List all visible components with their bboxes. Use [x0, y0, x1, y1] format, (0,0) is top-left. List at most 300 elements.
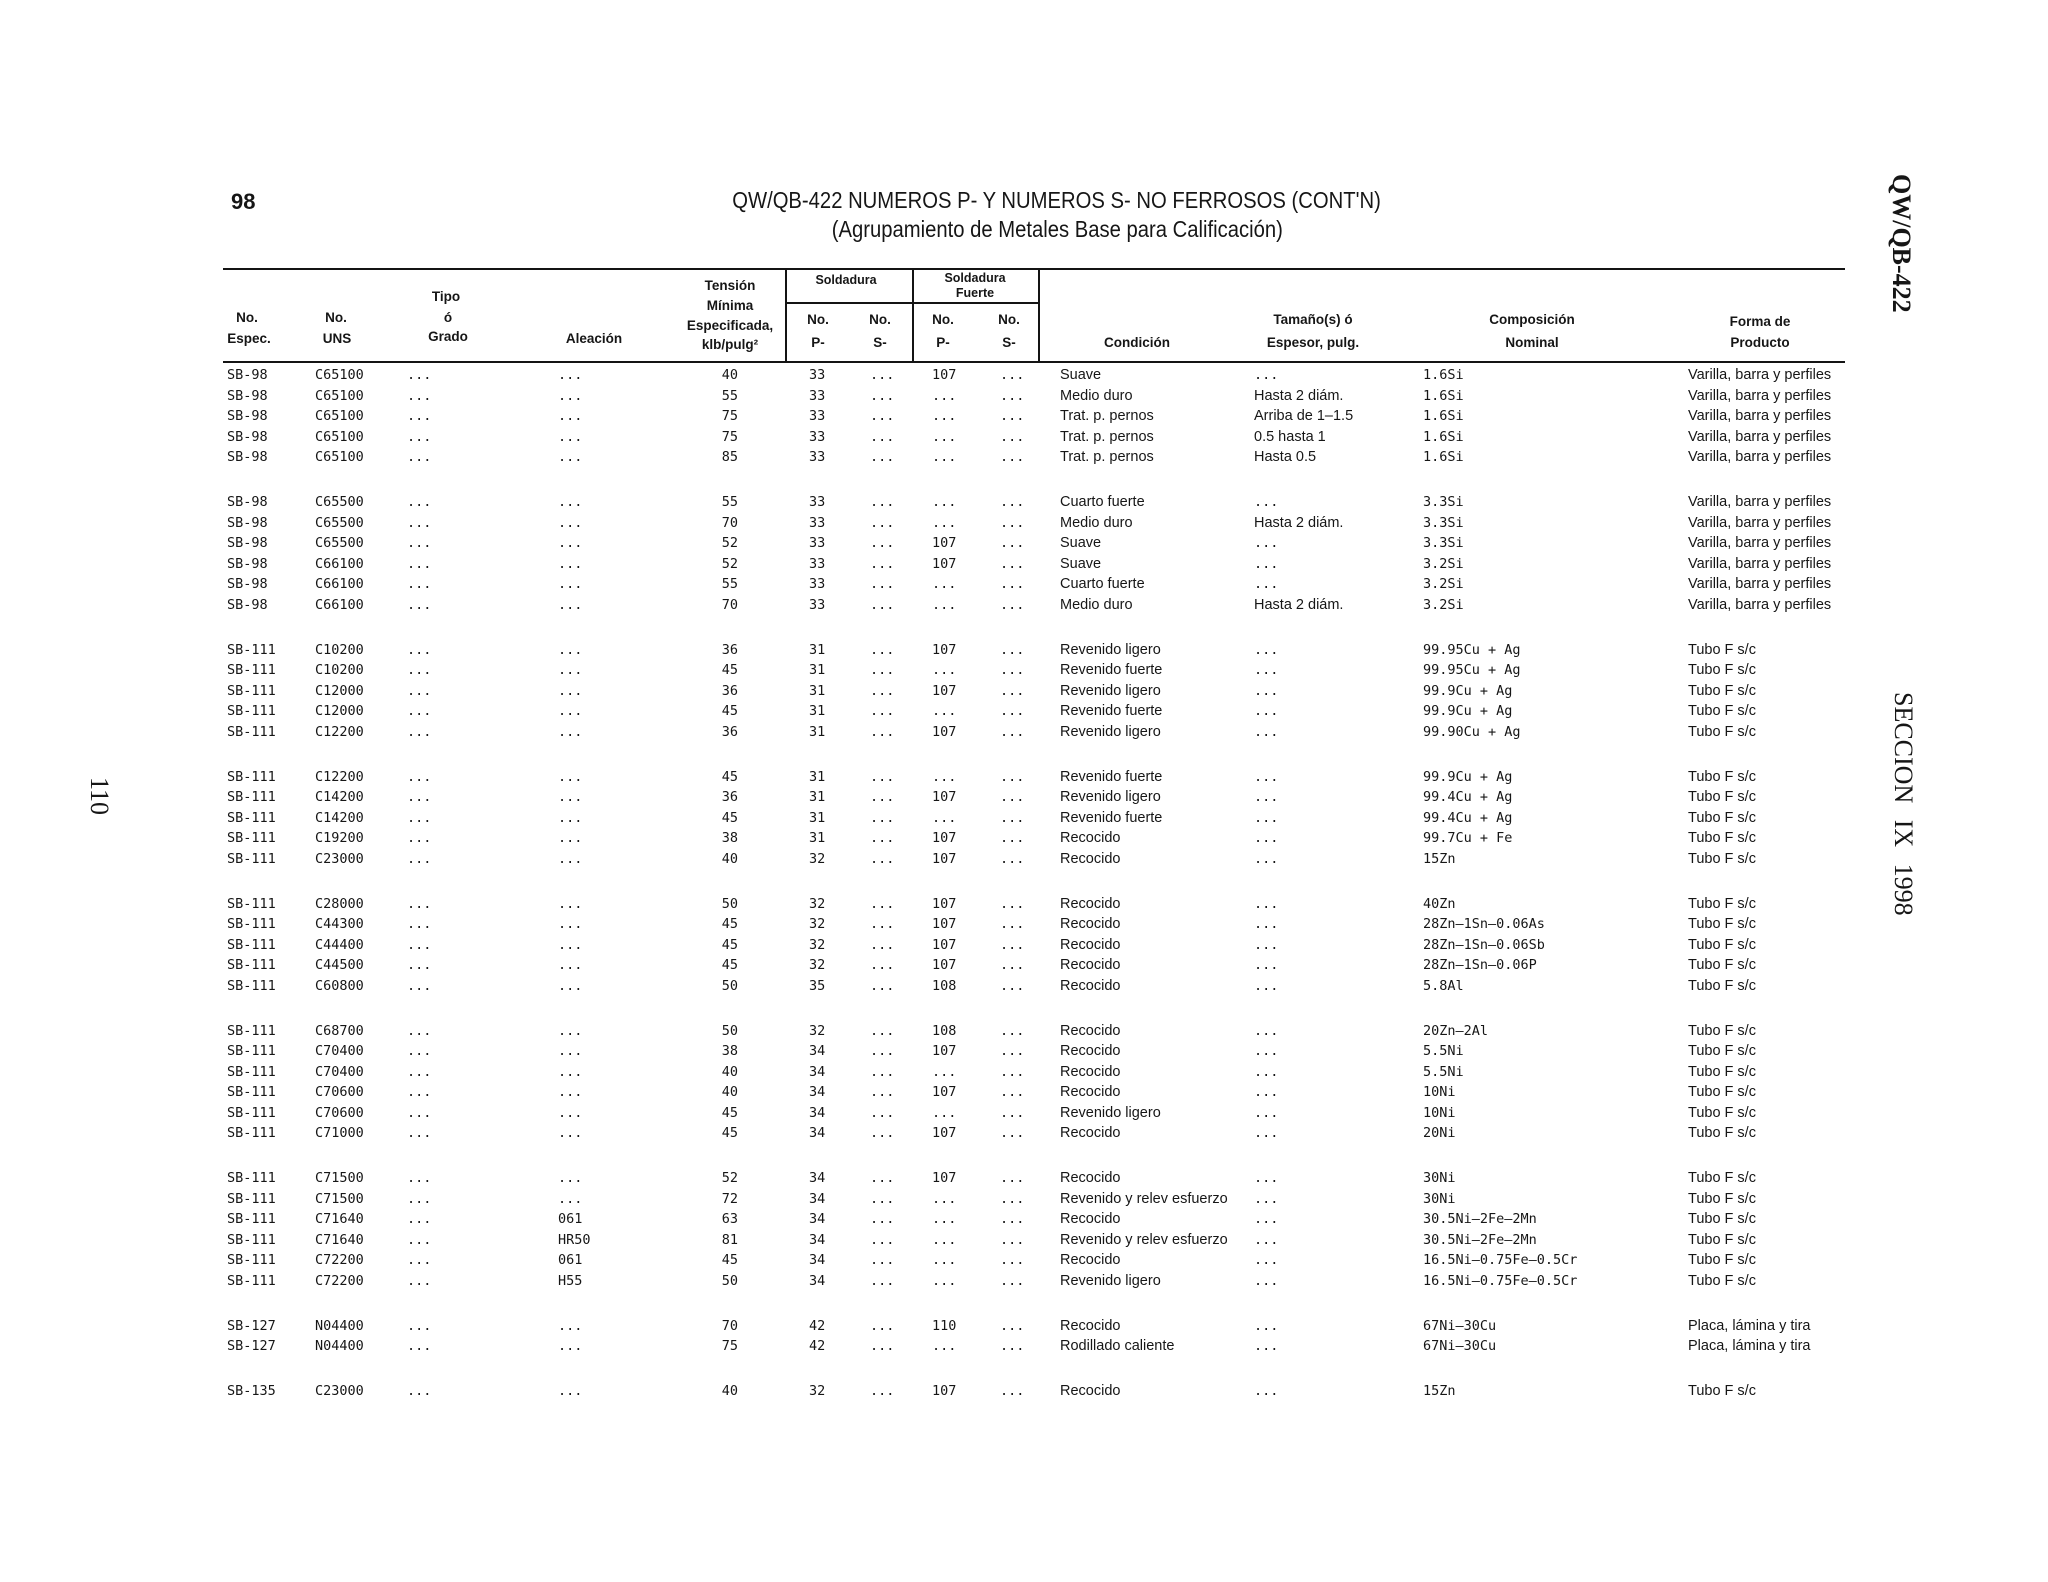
header-soldadura-fuerte-line2: Fuerte	[955, 286, 995, 300]
condicion-cell: Medio duro	[1060, 514, 1133, 531]
condicion-cell: Revenido ligero	[1060, 789, 1161, 805]
header-soldadura-fuerte-s-no: No.	[998, 312, 1020, 327]
composicion-cell: 99.90Cu + Ag	[1423, 723, 1521, 740]
table-row	[0, 978, 2048, 999]
composicion-cell: 20Ni	[1423, 1125, 1456, 1141]
soldadura-fuerte-s-cell: ...	[1000, 1022, 1025, 1039]
composicion-cell: 67Ni–30Cu	[1423, 1317, 1497, 1334]
tipo-cell: ...	[407, 723, 432, 740]
soldadura-fuerte-p-cell: 108	[932, 1022, 957, 1039]
uns-cell: C65100	[315, 428, 364, 445]
table-row	[0, 851, 2048, 872]
tension-cell: 72	[721, 1190, 738, 1207]
soldadura-fuerte-p-cell: 107	[932, 830, 957, 846]
soldadura-s-cell: ...	[870, 514, 895, 531]
tension-cell: 50	[721, 1272, 738, 1289]
table-row	[0, 388, 2048, 409]
table-row	[0, 1383, 2048, 1404]
table-body	[0, 367, 2048, 1404]
soldadura-p-cell: 31	[809, 830, 826, 846]
tipo-cell: ...	[407, 768, 432, 785]
soldadura-fuerte-p-cell: ...	[932, 662, 957, 678]
forma-cell: Varilla, barra y perfiles	[1688, 494, 1832, 510]
tipo-cell: ...	[407, 1252, 432, 1268]
uns-cell: C44300	[315, 916, 364, 932]
aleacion-cell: ...	[558, 449, 583, 465]
soldadura-s-cell: ...	[870, 916, 895, 932]
aleacion-cell: H55	[558, 1272, 583, 1289]
header-tension-line2: Mínima	[706, 298, 754, 313]
espec-cell: SB-98	[227, 367, 268, 383]
aleacion-cell: ...	[558, 768, 583, 785]
table-row	[0, 642, 2048, 663]
aleacion-cell: ...	[558, 682, 583, 699]
tipo-cell: ...	[407, 408, 432, 424]
soldadura-fuerte-s-cell: ...	[1000, 449, 1025, 465]
condicion-cell: Recocido	[1060, 1317, 1121, 1334]
composicion-cell: 28Zn–1Sn–0.06Sb	[1423, 936, 1545, 953]
uns-cell: C12200	[315, 723, 364, 740]
aleacion-cell: ...	[558, 977, 583, 994]
tension-cell: 50	[721, 977, 738, 994]
soldadura-p-cell: 32	[809, 895, 826, 912]
soldadura-s-cell: ...	[870, 895, 895, 912]
condicion-cell: Revenido ligero	[1060, 682, 1161, 699]
espec-cell: SB-98	[227, 428, 268, 445]
forma-cell: Varilla, barra y perfiles	[1688, 408, 1832, 424]
soldadura-fuerte-p-cell: 108	[932, 977, 957, 994]
soldadura-p-cell: 31	[809, 662, 826, 678]
aleacion-cell: ...	[558, 895, 583, 912]
tamano-cell: ...	[1254, 1190, 1279, 1207]
composicion-cell: 99.4Cu + Ag	[1423, 789, 1513, 805]
table-row	[0, 1125, 2048, 1146]
header-bottom-rule	[223, 361, 1845, 363]
uns-cell: C66100	[315, 596, 364, 613]
soldadura-p-cell: 34	[809, 1043, 826, 1059]
condicion-cell: Recocido	[1060, 830, 1121, 846]
soldadura-fuerte-p-cell: 107	[932, 1170, 957, 1186]
composicion-cell: 99.9Cu + Ag	[1423, 682, 1513, 699]
soldadura-s-cell: ...	[870, 1317, 895, 1334]
tension-cell: 52	[721, 1170, 738, 1186]
forma-cell: Tubo F s/c	[1688, 662, 1756, 678]
uns-cell: N04400	[315, 1338, 364, 1354]
tipo-cell: ...	[407, 1383, 432, 1399]
soldadura-fuerte-p-cell: 107	[932, 1043, 957, 1059]
tamano-cell: ...	[1254, 1125, 1279, 1141]
soldadura-fuerte-p-cell: 107	[932, 1125, 957, 1141]
header-tension-line3: Especificada,	[686, 318, 774, 333]
tension-cell: 50	[721, 1022, 738, 1039]
composicion-cell: 1.6Si	[1423, 367, 1464, 383]
espec-cell: SB-111	[227, 1022, 276, 1039]
composicion-cell: 5.5Ni	[1423, 1063, 1464, 1080]
header-espec-line1: No.	[236, 310, 258, 325]
soldadura-s-cell: ...	[870, 367, 895, 383]
aleacion-cell: ...	[558, 809, 583, 826]
soldadura-s-cell: ...	[870, 977, 895, 994]
soldadura-fuerte-s-cell: ...	[1000, 535, 1025, 551]
tamano-cell: ...	[1254, 641, 1279, 658]
soldadura-fuerte-s-cell: ...	[1000, 1043, 1025, 1059]
tamano-cell: ...	[1254, 895, 1279, 912]
aleacion-cell: HR50	[558, 1231, 591, 1248]
soldadura-s-cell: ...	[870, 1084, 895, 1100]
espec-cell: SB-135	[227, 1383, 276, 1399]
soldadura-s-cell: ...	[870, 1211, 895, 1227]
table-row	[0, 769, 2048, 790]
tamano-cell: 0.5 hasta 1	[1254, 428, 1326, 445]
header-tipo-line1: Tipo	[431, 289, 461, 304]
composicion-cell: 30.5Ni–2Fe–2Mn	[1423, 1231, 1537, 1248]
tamano-cell: ...	[1254, 809, 1279, 826]
aleacion-cell: ...	[558, 916, 583, 932]
composicion-cell: 28Zn–1Sn–0.06P	[1423, 957, 1537, 973]
composicion-cell: 15Zn	[1423, 850, 1456, 867]
row-group	[0, 494, 2048, 617]
forma-cell: Tubo F s/c	[1688, 723, 1756, 740]
table-row	[0, 408, 2048, 429]
forma-cell: Varilla, barra y perfiles	[1688, 514, 1832, 531]
soldadura-p-cell: 34	[809, 1231, 826, 1248]
soldadura-fuerte-s-cell: ...	[1000, 494, 1025, 510]
header-soldadura-fuerte-p: P-	[936, 335, 950, 350]
soldadura-fuerte-s-cell: ...	[1000, 428, 1025, 445]
tension-cell: 45	[721, 916, 738, 932]
condicion-cell: Revenido ligero	[1060, 1104, 1161, 1121]
soldadura-fuerte-p-cell: ...	[932, 1231, 957, 1248]
table-page-number: 98	[231, 189, 256, 214]
soldadura-p-cell: 31	[809, 809, 826, 826]
soldadura-fuerte-p-cell: ...	[932, 1272, 957, 1289]
composicion-cell: 99.95Cu + Ag	[1423, 641, 1521, 658]
uns-cell: C65500	[315, 494, 364, 510]
soldadura-fuerte-p-cell: 107	[932, 555, 957, 572]
composicion-cell: 99.7Cu + Fe	[1423, 830, 1513, 846]
espec-cell: SB-98	[227, 408, 268, 424]
soldadura-s-cell: ...	[870, 703, 895, 719]
tipo-cell: ...	[407, 682, 432, 699]
soldadura-p-cell: 34	[809, 1125, 826, 1141]
espec-cell: SB-111	[227, 1170, 276, 1186]
tension-cell: 55	[721, 576, 738, 592]
soldadura-p-cell: 33	[809, 535, 826, 551]
soldadura-fuerte-s-cell: ...	[1000, 916, 1025, 932]
composicion-cell: 15Zn	[1423, 1383, 1456, 1399]
composicion-cell: 30.5Ni–2Fe–2Mn	[1423, 1211, 1537, 1227]
soldadura-fuerte-s-cell: ...	[1000, 662, 1025, 678]
soldadura-fuerte-s-cell: ...	[1000, 957, 1025, 973]
condicion-cell: Revenido fuerte	[1060, 703, 1163, 719]
composicion-cell: 99.9Cu + Ag	[1423, 768, 1513, 785]
espec-cell: SB-98	[227, 555, 268, 572]
condicion-cell: Medio duro	[1060, 596, 1133, 613]
aleacion-cell: ...	[558, 1190, 583, 1207]
soldadura-s-cell: ...	[870, 789, 895, 805]
header-soldadura: Soldadura	[815, 273, 877, 287]
aleacion-cell: 061	[558, 1252, 583, 1268]
soldadura-fuerte-p-cell: 107	[932, 1383, 957, 1399]
forma-cell: Varilla, barra y perfiles	[1688, 449, 1832, 465]
tipo-cell: ...	[407, 1231, 432, 1248]
tension-cell: 36	[721, 682, 738, 699]
composicion-cell: 3.3Si	[1423, 535, 1464, 551]
tipo-cell: ...	[407, 789, 432, 805]
aleacion-cell: ...	[558, 662, 583, 678]
espec-cell: SB-98	[227, 387, 268, 404]
uns-cell: C65500	[315, 514, 364, 531]
header-soldadura-fuerte-p-no: No.	[932, 312, 954, 327]
forma-cell: Tubo F s/c	[1688, 1125, 1756, 1141]
tipo-cell: ...	[407, 1043, 432, 1059]
soldadura-p-cell: 34	[809, 1211, 826, 1227]
soldadura-p-cell: 32	[809, 850, 826, 867]
tamano-cell: ...	[1254, 367, 1279, 383]
soldadura-p-cell: 31	[809, 703, 826, 719]
espec-cell: SB-98	[227, 596, 268, 613]
soldadura-p-cell: 33	[809, 576, 826, 592]
aleacion-cell: ...	[558, 830, 583, 846]
tamano-cell: ...	[1254, 1211, 1279, 1227]
soldadura-fuerte-s-cell: ...	[1000, 1104, 1025, 1121]
tension-cell: 50	[721, 895, 738, 912]
uns-cell: C65100	[315, 387, 364, 404]
aleacion-cell: ...	[558, 1104, 583, 1121]
aleacion-cell: ...	[558, 1043, 583, 1059]
forma-cell: Tubo F s/c	[1688, 977, 1756, 994]
aleacion-cell: ...	[558, 957, 583, 973]
tamano-cell: ...	[1254, 1170, 1279, 1186]
forma-cell: Varilla, barra y perfiles	[1688, 428, 1832, 445]
soldadura-p-cell: 33	[809, 428, 826, 445]
soldadura-fuerte-s-cell: ...	[1000, 895, 1025, 912]
condicion-cell: Cuarto fuerte	[1060, 494, 1145, 510]
espec-cell: SB-111	[227, 850, 276, 867]
tipo-cell: ...	[407, 809, 432, 826]
uns-cell: C71500	[315, 1170, 364, 1186]
uns-cell: C12000	[315, 703, 364, 719]
soldadura-p-cell: 33	[809, 387, 826, 404]
tension-cell: 45	[721, 809, 738, 826]
uns-cell: C71640	[315, 1231, 364, 1248]
soldadura-fuerte-p-cell: 107	[932, 723, 957, 740]
soldadura-fuerte-s-cell: ...	[1000, 703, 1025, 719]
tension-cell: 55	[721, 387, 738, 404]
forma-cell: Tubo F s/c	[1688, 703, 1756, 719]
condicion-cell: Revenido y relev esfuerzo	[1060, 1190, 1228, 1207]
condicion-cell: Recocido	[1060, 850, 1121, 867]
espec-cell: SB-127	[227, 1338, 276, 1354]
tension-cell: 70	[721, 514, 738, 531]
table-row	[0, 597, 2048, 618]
soldadura-fuerte-p-cell: 107	[932, 957, 957, 973]
row-group	[0, 642, 2048, 745]
condicion-cell: Recocido	[1060, 1063, 1121, 1080]
forma-cell: Tubo F s/c	[1688, 809, 1756, 826]
table-row	[0, 449, 2048, 470]
tipo-cell: ...	[407, 1190, 432, 1207]
soldadura-s-cell: ...	[870, 1231, 895, 1248]
tension-cell: 45	[721, 703, 738, 719]
soldadura-s-cell: ...	[870, 408, 895, 424]
uns-cell: C23000	[315, 850, 364, 867]
forma-cell: Varilla, barra y perfiles	[1688, 576, 1832, 592]
table-row	[0, 1064, 2048, 1085]
composicion-cell: 30Ni	[1423, 1190, 1456, 1207]
table-row	[0, 789, 2048, 810]
header-tension-line4: klb/pulg²	[701, 337, 759, 352]
header-tamano-line2: Espesor, pulg.	[1266, 335, 1360, 350]
soldadura-fuerte-p-cell: ...	[932, 576, 957, 592]
espec-cell: SB-111	[227, 682, 276, 699]
soldadura-p-cell: 33	[809, 449, 826, 465]
soldadura-p-cell: 31	[809, 768, 826, 785]
soldadura-p-cell: 35	[809, 977, 826, 994]
running-head-reference: QW/QB-422	[1887, 174, 1916, 313]
soldadura-fuerte-s-cell: ...	[1000, 367, 1025, 383]
uns-cell: C60800	[315, 977, 364, 994]
tamano-cell: Arriba de 1–1.5	[1254, 408, 1354, 424]
soldadura-p-cell: 31	[809, 641, 826, 658]
espec-cell: SB-98	[227, 535, 268, 551]
table-row	[0, 515, 2048, 536]
soldadura-s-cell: ...	[870, 596, 895, 613]
espec-cell: SB-98	[227, 494, 268, 510]
soldadura-s-cell: ...	[870, 494, 895, 510]
soldadura-fuerte-s-cell: ...	[1000, 789, 1025, 805]
row-group	[0, 896, 2048, 999]
soldadura-fuerte-p-cell: 107	[932, 916, 957, 932]
tamano-cell: Hasta 2 diám.	[1254, 514, 1344, 531]
tension-cell: 36	[721, 641, 738, 658]
tension-cell: 52	[721, 555, 738, 572]
uns-cell: C65500	[315, 535, 364, 551]
soldadura-s-cell: ...	[870, 682, 895, 699]
tension-cell: 63	[721, 1211, 738, 1227]
header-composicion-line2: Nominal	[1505, 335, 1559, 350]
espec-cell: SB-98	[227, 514, 268, 531]
soldadura-fuerte-p-cell: ...	[932, 809, 957, 826]
composicion-cell: 28Zn–1Sn–0.06As	[1423, 916, 1545, 932]
espec-cell: SB-111	[227, 977, 276, 994]
tamano-cell: ...	[1254, 1338, 1279, 1354]
soldadura-fuerte-p-cell: 107	[932, 641, 957, 658]
tamano-cell: Hasta 2 diám.	[1254, 596, 1344, 613]
uns-cell: C65100	[315, 449, 364, 465]
tipo-cell: ...	[407, 1317, 432, 1334]
soldadura-s-cell: ...	[870, 1190, 895, 1207]
composicion-cell: 3.3Si	[1423, 494, 1464, 510]
soldadura-fuerte-p-cell: ...	[932, 768, 957, 785]
tamano-cell: ...	[1254, 977, 1279, 994]
table-row	[0, 1211, 2048, 1232]
header-tamano-line1: Tamaño(s) ó	[1273, 312, 1353, 327]
soldadura-fuerte-p-cell: ...	[932, 449, 957, 465]
aleacion-cell: ...	[558, 514, 583, 531]
header-uns-line1: No.	[325, 310, 347, 325]
tipo-cell: ...	[407, 1170, 432, 1186]
tamano-cell: ...	[1254, 1231, 1279, 1248]
forma-cell: Tubo F s/c	[1688, 1170, 1756, 1186]
condicion-cell: Recocido	[1060, 1022, 1121, 1039]
tension-cell: 45	[721, 1252, 738, 1268]
header-tipo-line2: ó	[443, 310, 453, 325]
composicion-cell: 10Ni	[1423, 1084, 1456, 1100]
table-row	[0, 1232, 2048, 1253]
tipo-cell: ...	[407, 596, 432, 613]
soldadura-fuerte-s-cell: ...	[1000, 682, 1025, 699]
aleacion-cell: ...	[558, 1022, 583, 1039]
soldadura-fuerte-p-cell: ...	[932, 1063, 957, 1080]
tamano-cell: ...	[1254, 1252, 1279, 1268]
tipo-cell: ...	[407, 1338, 432, 1354]
forma-cell: Tubo F s/c	[1688, 1211, 1756, 1227]
soldadura-p-cell: 34	[809, 1252, 826, 1268]
forma-cell: Tubo F s/c	[1688, 1084, 1756, 1100]
soldadura-s-cell: ...	[870, 809, 895, 826]
tipo-cell: ...	[407, 449, 432, 465]
forma-cell: Tubo F s/c	[1688, 1231, 1756, 1248]
soldadura-s-cell: ...	[870, 850, 895, 867]
forma-cell: Tubo F s/c	[1688, 830, 1756, 846]
tension-cell: 45	[721, 936, 738, 953]
row-group	[0, 1023, 2048, 1146]
soldadura-fuerte-p-cell: ...	[932, 1211, 957, 1227]
composicion-cell: 16.5Ni–0.75Fe–0.5Cr	[1423, 1272, 1578, 1289]
espec-cell: SB-111	[227, 768, 276, 785]
soldadura-s-cell: ...	[870, 1170, 895, 1186]
tension-cell: 45	[721, 662, 738, 678]
aleacion-cell: ...	[558, 428, 583, 445]
uns-cell: C66100	[315, 576, 364, 592]
header-forma-line2: Producto	[1730, 335, 1790, 350]
espec-cell: SB-111	[227, 1190, 276, 1207]
condicion-cell: Recocido	[1060, 1383, 1121, 1399]
soldadura-s-cell: ...	[870, 662, 895, 678]
tension-cell: 40	[721, 850, 738, 867]
page-subtitle-text: (Agrupamiento de Metales Base para Calificación)	[831, 216, 1283, 242]
tension-cell: 45	[721, 957, 738, 973]
composicion-cell: 40Zn	[1423, 895, 1456, 912]
table-row	[0, 830, 2048, 851]
forma-cell: Tubo F s/c	[1688, 916, 1756, 932]
condicion-cell: Rodillado caliente	[1060, 1338, 1175, 1354]
soldadura-fuerte-p-cell: ...	[932, 428, 957, 445]
soldadura-s-cell: ...	[870, 641, 895, 658]
table-row	[0, 576, 2048, 597]
header-uns-line2: UNS	[322, 331, 352, 346]
soldadura-p-cell: 31	[809, 789, 826, 805]
row-group	[0, 1318, 2048, 1359]
condicion-cell: Cuarto fuerte	[1060, 576, 1145, 592]
soldadura-p-cell: 42	[809, 1338, 826, 1354]
soldadura-p-cell: 34	[809, 1104, 826, 1121]
uns-cell: C44400	[315, 936, 364, 953]
soldadura-fuerte-p-cell: ...	[932, 1252, 957, 1268]
aleacion-cell: ...	[558, 723, 583, 740]
tipo-cell: ...	[407, 1272, 432, 1289]
tipo-cell: ...	[407, 641, 432, 658]
uns-cell: C65100	[315, 367, 364, 383]
condicion-cell: Medio duro	[1060, 387, 1133, 404]
page-title-text: QW/QB-422 NUMEROS P- Y NUMEROS S- NO FERROSOS (CONT'N)	[732, 187, 1382, 213]
tamano-cell: ...	[1254, 830, 1279, 846]
header-espec-line2: Espec.	[227, 331, 271, 346]
tipo-cell: ...	[407, 1104, 432, 1121]
composicion-cell: 10Ni	[1423, 1104, 1456, 1121]
header-top-rule	[223, 268, 1845, 270]
